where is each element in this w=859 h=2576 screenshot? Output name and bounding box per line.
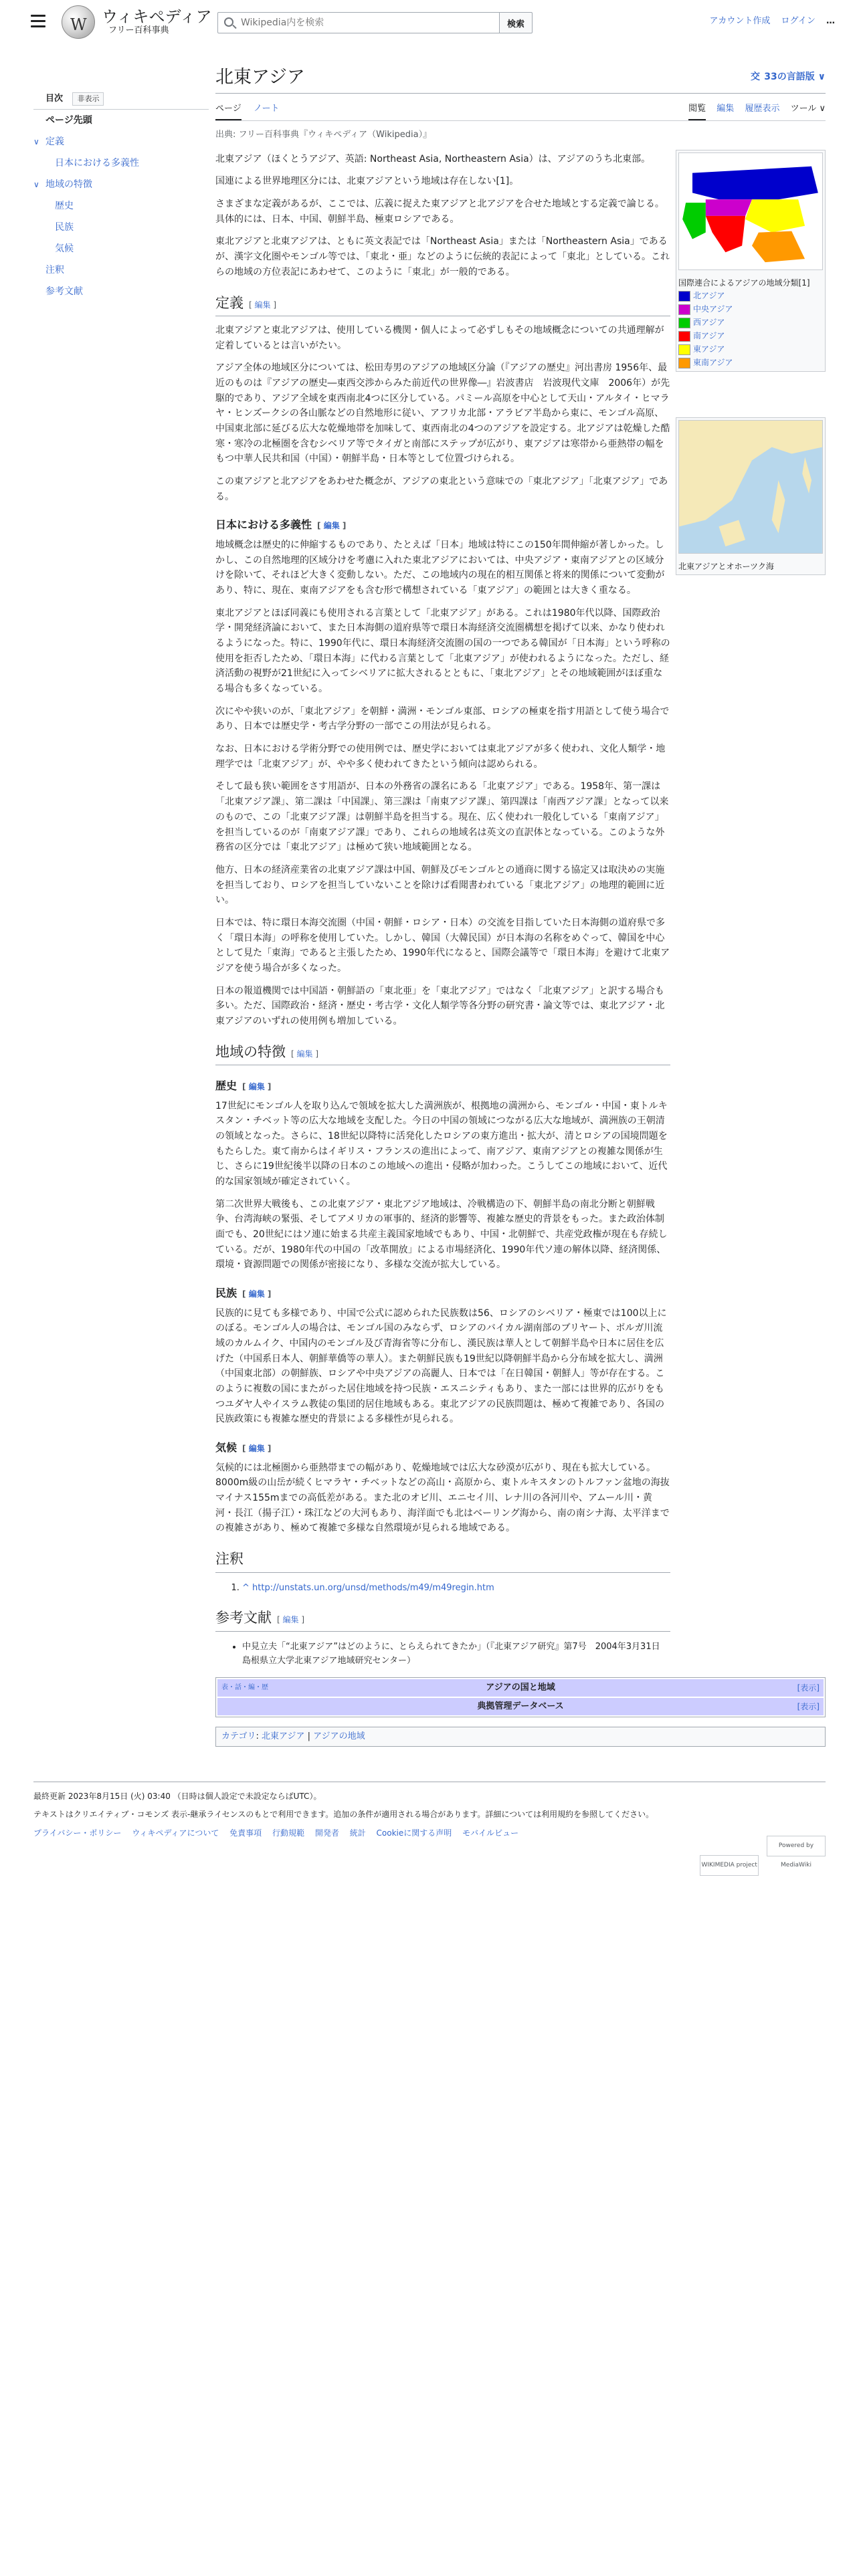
subsection-heading <box>215 1285 670 1302</box>
footer-link[interactable]: 免責事項 <box>229 1828 262 1838</box>
legend-swatch <box>678 304 690 315</box>
last-edit-text: 最終更新 2023年8月15日 (火) 03:40 （日時は個人設定で未設定ならばUTC）。 <box>33 1792 322 1801</box>
legend-swatch <box>678 291 690 302</box>
section-paragraph: 北東アジアと東北アジアは、使用している機関・個人によって必ずしもその地域概念についての共通理解が定着しているとは言いがたい。 <box>215 325 664 351</box>
legend-label[interactable]: 南アジア <box>693 331 725 341</box>
intro-paragraph: さまざまな定義があるが、ここでは、広義に捉えた東アジアと北アジアを合せた地域とする定義で論じる。具体的には、日本、中国、朝鮮半島、極東ロシアである。 <box>215 199 664 225</box>
note-item <box>242 1582 670 1596</box>
toc-item-label[interactable]: 民族 <box>55 222 74 233</box>
toc-item-notes[interactable] <box>33 259 209 281</box>
footer-link[interactable]: モバイルビュー <box>462 1828 519 1838</box>
footer-link[interactable]: 統計 <box>349 1828 366 1838</box>
edit-link[interactable]: 編集 <box>296 1049 313 1059</box>
category-label[interactable]: カテゴリ <box>221 1731 256 1741</box>
source-note: 出典: フリー百科事典『ウィキペディア（Wikipedia）』 <box>215 130 432 140</box>
legend-swatch <box>678 344 690 355</box>
mediawiki-badge[interactable]: Powered by MediaWiki <box>767 1836 826 1856</box>
license-text: テキストはクリエイティブ・コモンズ 表示-継承ライセンスのもとで利用できます。追加の条件が適用される場合があります。詳細については利用規約を参照してください。 <box>33 1810 654 1820</box>
wikipedia-logo-icon[interactable] <box>62 5 95 39</box>
section-paragraph: 東北アジアとほぼ同義にも使用される言葉として「北東アジア」がある。これは1980年代以降、国際政治学・開発経済論において、また日本海側の道府県等で環日本海経済交流圏構想を掲げて以来、かなり使われるようになった。特に、1990年代に、環日本海経済交流圏の国の一つである韓国が「日本海」という呼称の使用を拒否したため、「環日本海」に代わる言葉として「北東アジア」が使われるようになった。ただし、経済活動の視野が21世紀に入ってシベリアに拡大されるとともに、「東北アジア」とその地域範囲がほぼ重なる場合も多くなっている。 <box>215 607 670 695</box>
section-paragraph: アジア全体の地域区分については、松田寿男のアジアの地域区分論（『アジアの歴史』河出書房 1956年、最近のものは『アジアの歴史―東西交渉からみた前近代の世界像―』岩波書店 岩波現代文庫 2006年）が先駆的であり、アジア全域を東西南北4つに区分している。パミール高原を中心として天山・アルタイ・ヒマラヤ・ヒンズークシの各山脈などの自然地形に従い、アフリカ北部・アラビア半島から東に、モンゴル高原、中国東北部に延びる広大な乾燥地帯を加味して、東西南北の4つのアジアを設定する。北アジアは乾燥した酷寒・寒冷の北極圏を含むシベリア等でタイガと南部にステップが広がり、東アジアは寒帯から亜熱帯の幅をもつ中華人民共和国（中国）・朝鮮半島・日本等として位置づけられる。 <box>215 362 670 465</box>
section-title: 注釈 <box>215 1551 244 1568</box>
section-paragraph: 気候的には北極圏から亜熱帯までの幅があり、乾燥地域では広大な砂漠が広がり、現在も拡大している。8000m級の山岳が続くヒマラヤ・チベットなどの高山・高原から、東トルキスタンのトルファン盆地の海抜マイナス155mまでの高低差がある。また北のオビ川、エニセイ川、レナ川の各河川や、アムール川・黄河・長江（揚子江）・珠江などの大河もあり、海洋面でも北はベーリング海から、南の南シナ海、太平洋までの複雑さがあり、極めて複雑で多様な自然環境が見られる地域である。 <box>215 1462 670 1534</box>
asia-regions-map[interactable] <box>678 152 823 270</box>
tab-edit[interactable]: 編集 <box>717 104 735 114</box>
main-menu-icon[interactable] <box>31 15 45 28</box>
chevron-down-icon[interactable]: ∨ <box>33 137 39 146</box>
subsection-heading <box>215 1439 670 1457</box>
category-links: カテゴリ: 北東アジア | アジアの地域 <box>215 1727 826 1747</box>
page-title: 北東アジア <box>215 67 305 88</box>
okhotsk-map-figure <box>676 417 826 575</box>
subsection-title: 気候 <box>215 1441 237 1455</box>
section-paragraph: 17世紀にモンゴル人を取り込んで領域を拡大した満洲族が、根拠地の満洲から、モンゴル・中国・東トルキスタン・チベット等の広大な地域を支配した。今日の中国の領域につながる広大な地域が、満洲族の王朝清の領域となった。さらに、18世紀以降特に活発化したロシアの東方進出・拡大が、清とロシアの国境問題をもたらした。東て南からはイギリス・フランスの進出によって、南アジア、東南アジアとの複雑な関係が生じ、さらに19世紀後半以降の日本のこの地域への進出・侵略が加わった。こうしてこの地域において、近代的な国家領域が確定されていく。 <box>215 1100 668 1188</box>
legend-swatch <box>678 358 690 368</box>
search-input[interactable] <box>217 12 500 33</box>
user-links <box>701 15 835 29</box>
section-paragraph: 次にやや狭いのが、「東北アジア」を朝鮮・満洲・モンゴル東部、ロシアの極東を指す用語として使う場合であり、日本では歴史学・考古学分野の一部でこの用法が見られる。 <box>215 706 670 732</box>
legend-item <box>678 342 823 356</box>
table-of-contents <box>33 91 209 302</box>
toc-item-polysemy[interactable] <box>33 152 209 174</box>
toc-item-features[interactable] <box>33 174 209 195</box>
section-paragraph: そして最も狭い範囲をさす用語が、日本の外務省の課名にある「北東アジア」である。1958年、第一課は「北東アジア課」、第二課は「中国課」、第三課は「南東アジア課」、第四課は「南西アジア課」となって以来のもので、この「北東アジア課」は朝鮮半島を担当する。現在、広く使われ一般化している「東南アジア」を担当しているのが「南東アジア課」であり、これらの地域名は英文の直訳体となっている。このような外務省の区分では「東北アジア」は極めて狭い地域範囲となる。 <box>215 781 669 853</box>
navbox-row-authority[interactable] <box>217 1698 824 1715</box>
legend-item <box>678 302 823 316</box>
edit-link[interactable]: 編集 <box>282 1615 299 1625</box>
edit-section-link: [ 編集 ] <box>317 521 347 531</box>
title-row <box>215 64 826 94</box>
footer-link[interactable]: プライバシー・ポリシー <box>33 1828 122 1838</box>
toc-item-label[interactable]: 参考文献 <box>45 286 83 297</box>
legend-item <box>678 329 823 342</box>
toc-item-label[interactable]: 定義 <box>45 136 64 147</box>
section-title: 定義 <box>215 294 244 311</box>
intro-paragraph: 北東アジア（ほくとうアジア、英語: Northeast Asia, Northeastern Asia）は、アジアのうち北東部。 <box>215 153 651 165</box>
logo-subtitle: フリー百科事典 <box>108 25 169 35</box>
references-list <box>215 1640 670 1669</box>
footer-badges <box>694 1836 826 1876</box>
tools-label[interactable]: ツール <box>790 104 817 114</box>
toc-item-ethnic[interactable] <box>33 217 209 238</box>
navbox-show-toggle[interactable]: [表示] <box>797 1701 820 1711</box>
footer-link[interactable]: ウィキペディアについて <box>132 1828 219 1838</box>
legend-item <box>678 289 823 302</box>
toc-item-history[interactable] <box>33 195 209 217</box>
section-heading <box>215 1548 670 1573</box>
section-paragraph: 日本では、特に環日本海交流圏（中国・朝鮮・ロシア・日本）の交流を目指していた日本海側の道府県で多く「環日本海」の呼称を使用していた。しかし、韓国（大韓民国）が日本海の名称をめぐって、韓国を中心として見た「東海」であると主張したため、1990年代になると、国際会議等で「環日本海」を避けて北東アジアを使う場合が多くなった。 <box>215 917 670 974</box>
legend-label[interactable]: 東アジア <box>693 344 725 354</box>
footer-link[interactable]: Cookieに関する声明 <box>376 1828 452 1838</box>
toc-item-references[interactable] <box>33 281 209 302</box>
search-icon <box>224 17 233 27</box>
edit-link[interactable]: 編集 <box>323 521 340 531</box>
toc-header <box>33 91 209 110</box>
reference-item: • 中見立夫「“北東アジア”はどのように、とらえられてきたか」（『北東アジア研究』第7号 2004年3月31日 島根県立大学北東アジア地域研究センター） <box>242 1640 670 1669</box>
site-header <box>0 0 859 44</box>
subsection-title: 民族 <box>215 1287 237 1300</box>
legend-label[interactable]: 北アジア <box>693 291 725 301</box>
intro-paragraph: 東北アジアと北東アジアは、ともに英文表記では「Northeast Asia」または「Northeastern Asia」であるが、漢字文化圏やモンゴル等では、「東北・亜」などのように伝統的表記によって「東北」としている。これらの地域の方位表記にあわせて、このように「東北」が一般的である。 <box>215 236 670 278</box>
northeast-asia-map[interactable] <box>678 420 823 554</box>
tab-read[interactable]: 閲覧 <box>688 99 706 120</box>
section-paragraph: 日本の報道機関では中国語・朝鮮語の「東北亜」を「東北アジア」ではなく「北東アジア」と訳する場合も多い。ただ、国際政治・経済・歴史・考古学・文化人類学等各分野の研究書・論文等では、東北アジア・北東アジアのいずれの使用例も増加している。 <box>215 985 665 1027</box>
section-heading <box>215 1607 670 1632</box>
navbox-show-toggle[interactable]: [表示] <box>797 1683 820 1693</box>
language-count[interactable]: 33の言語版 <box>764 72 815 82</box>
subsection-title: 日本における多義性 <box>215 518 312 532</box>
edit-section-link: [ 編集 ] <box>242 1082 272 1092</box>
section-paragraph: この東アジアと北アジアをあわせた概念が、アジアの東北という意味での「東北アジア」「北東アジア」である。 <box>215 476 668 502</box>
toc-hide-button[interactable]: 非表示 <box>72 92 104 106</box>
toc-item-label[interactable]: 地域の特徴 <box>45 179 92 190</box>
subsection-heading <box>215 1077 670 1095</box>
intro-paragraph: 国連による世界地理区分には、北東アジアという地域は存在しない[1]。 <box>215 176 519 187</box>
wikimedia-badge[interactable]: WIKIMEDIA project <box>700 1855 759 1876</box>
edit-link[interactable]: 編集 <box>248 1082 265 1092</box>
section-heading <box>215 1041 670 1066</box>
toc-item-label[interactable]: 日本における多義性 <box>55 158 139 169</box>
legend-item <box>678 356 823 369</box>
section-heading <box>215 292 670 317</box>
footer-link[interactable]: 開発者 <box>314 1828 339 1838</box>
tabs-divider <box>215 120 826 121</box>
tab-page[interactable]: ページ <box>215 99 242 120</box>
toc-item-label[interactable]: 気候 <box>55 243 74 254</box>
create-account-link[interactable]: アカウント作成 <box>709 16 771 26</box>
navbox-title[interactable]: 典拠管理データベース <box>477 1701 564 1711</box>
toc-item-definition[interactable] <box>33 131 209 152</box>
map-legend <box>678 289 823 369</box>
map2-caption: 北東アジアとオホーツク海 <box>678 562 774 572</box>
category-item[interactable]: 北東アジア <box>262 1731 305 1741</box>
subsection-heading <box>215 516 670 534</box>
tab-talk[interactable]: ノート <box>253 104 280 114</box>
login-link[interactable]: ログイン <box>781 16 816 26</box>
vte-links[interactable]: 表・話・編・歴 <box>221 1683 268 1691</box>
search-button[interactable]: 検索 <box>499 12 533 33</box>
navbox <box>215 1677 826 1717</box>
edit-section-link: [ 編集 ] <box>277 1615 305 1625</box>
toc-item-label[interactable]: 注釈 <box>45 265 64 276</box>
section-title: 地域の特徴 <box>215 1043 286 1060</box>
navbox-title[interactable]: アジアの国と地域 <box>486 1682 555 1693</box>
article-body <box>215 152 670 1669</box>
notes-list <box>215 1582 670 1596</box>
more-options-icon[interactable]: … <box>826 16 835 26</box>
navbox-row-asia[interactable] <box>217 1679 824 1697</box>
edit-section-link: [ 編集 ] <box>242 1444 272 1454</box>
legend-label[interactable]: 東南アジア <box>693 358 733 368</box>
edit-section-link: [ 編集 ] <box>291 1049 319 1059</box>
toc-title: 目次 <box>45 94 64 104</box>
section-paragraph: 第二次世界大戦後も、この北東アジア・東北アジア地域は、冷戦構造の下、朝鮮半島の南北分断と朝鮮戦争、台湾海峡の緊張、そしてアメリカの軍事的、経済的影響等、複雑な歴史的背景をもった。また政治体制面でも、20世紀にはソ連に始まる共産主義国家地域でもあり、中国・北朝鮮で、共産党政権が現在も存続している。だが、1980年代の中国の「改革開放」による市場経済化、1990年代ソ連の解体以降、経済関係、環境・資源問題での関係が密接になり、多様な交流が拡大している。 <box>215 1198 668 1271</box>
page-tabs <box>215 99 826 122</box>
note-link[interactable]: ^ http://unstats.un.org/unsd/methods/m49/m49regin.htm <box>242 1582 494 1593</box>
subsection-title: 歴史 <box>215 1079 237 1093</box>
legend-item <box>678 316 823 329</box>
toc-item-label[interactable]: 歴史 <box>55 201 74 211</box>
legend-swatch <box>678 331 690 342</box>
section-title: 参考文献 <box>215 1610 272 1626</box>
map-caption: 国際連合によるアジアの地域分類[1] <box>678 278 810 288</box>
legend-label[interactable]: 中央アジア <box>693 304 733 314</box>
chevron-down-icon[interactable]: ∨ <box>33 180 39 189</box>
section-paragraph: 地域概念は歴史的に伸縮するものであり、たとえば「日本」地域は特にこの150年間伸縮が著しかった。しかし、この自然地理的区域分けを考慮に入れた東北アジアにおいては、中央アジア・東南アジアとの区域分けを除いて、それほど大きく変動しない。ただ、この地域内の現在的相互関係と将来的関係について変動があり、特に、現在、東南アジアをも含む形で構想されている「東アジア」の範囲とは大きく重なる。 <box>215 540 665 597</box>
category-item[interactable]: アジアの地域 <box>313 1731 365 1741</box>
page-footer <box>33 1782 826 1868</box>
section-paragraph: 他方、日本の経済産業省の北東アジア課は中国、朝鮮及びモンゴルとの通商に関する協定又は取決めの実施を担当しており、ロシアを担当していないことを除けば看聞書われている「東北アジア」の地理的範囲に近い。 <box>215 864 665 906</box>
legend-swatch <box>678 318 690 328</box>
toc-item-top[interactable]: ページ先頭 <box>45 115 92 126</box>
edit-link[interactable]: 編集 <box>248 1289 265 1299</box>
logo-title[interactable]: ウィキペディア <box>102 7 212 26</box>
section-paragraph: 民族的に見ても多様であり、中国で公式に認められた民族数は56、ロシアのシベリア・極東では100以上にのぼる。モンゴル人の場合は、モンゴル国のみならず、ロシアのバイカル湖南部のブリヤート、ボルガ川流域のカルムイク、中国内のモンゴル及び青海省等に分布し、漢民族は華人として朝鮮半島や日本に居住を広げた（中国系日本人、朝鮮華僑等の華人）。また朝鮮民族も19世紀以降朝鮮半島から分布域を拡大し、満洲（中国東北部）の朝鮮族、ロシアや中央アジアの高麗人、日本では「在日韓国・朝鮮人」等が存在する。このように複数の国にまたがった居住地域を持つ民族・エスニシティもあり、また一部には世界的広がりをもつユダヤ人やイスラム教徒の集団的居住地域もある。東北アジアの民族問題は、極めて複雑であり、各国の民族政策にも複雑な歴史的背景による多様性が見られる。 <box>215 1307 667 1425</box>
main-content <box>215 64 826 1747</box>
tab-history[interactable]: 履歴表示 <box>745 104 780 114</box>
edit-section-link: [ 編集 ] <box>249 300 277 310</box>
search-box <box>217 12 532 33</box>
edit-link[interactable]: 編集 <box>254 300 271 310</box>
edit-link[interactable]: 編集 <box>248 1444 265 1454</box>
footer-link[interactable]: 行動規範 <box>272 1828 305 1838</box>
tab-tools[interactable]: ツール ∨ <box>790 104 826 114</box>
toc-item-climate[interactable] <box>33 238 209 259</box>
section-paragraph: なお、日本における学術分野での使用例では、歴史学においては東北アジアが多く使われ、文化人類学・地理学では「北東アジア」が、やや多く使われてきたという傾向は認められる。 <box>215 744 666 770</box>
edit-section-link: [ 編集 ] <box>242 1289 272 1299</box>
language-button[interactable]: 交 33の言語版 ∨ <box>750 72 826 82</box>
asia-regions-map-figure <box>676 150 826 372</box>
legend-label[interactable]: 西アジア <box>693 318 725 328</box>
